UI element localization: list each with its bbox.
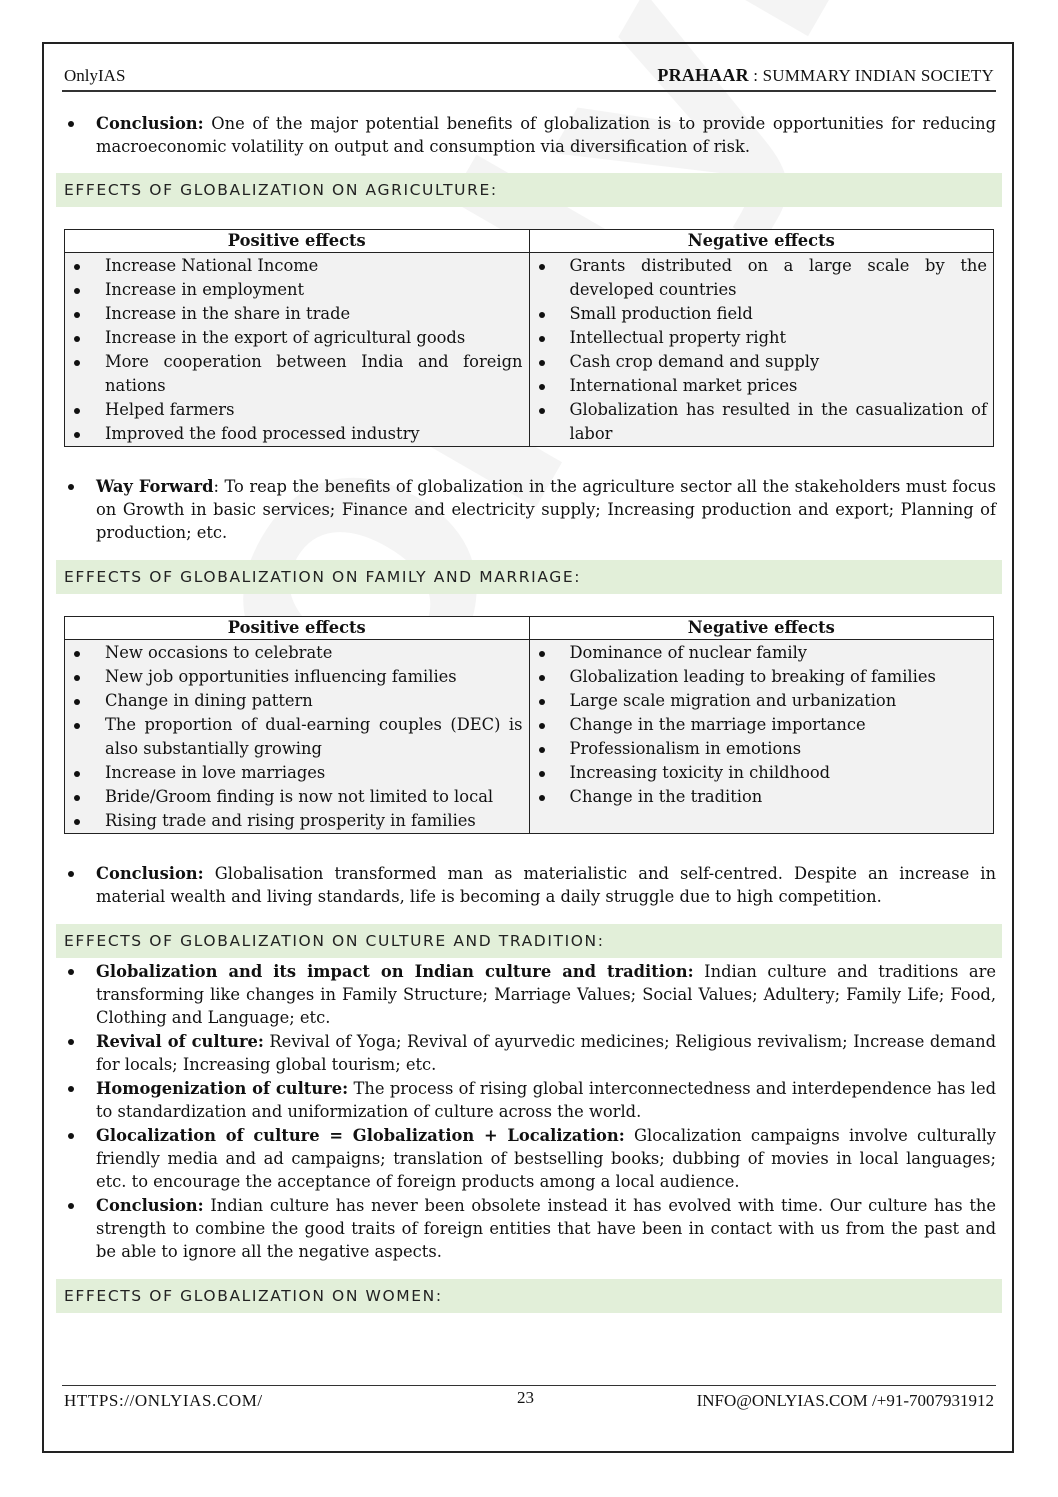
header-title <box>657 65 994 86</box>
list-item: Globalization leading to breaking of families <box>530 665 988 689</box>
list-item <box>62 1030 996 1076</box>
item-text: Glocalization campaigns involve culturally friendly media and ad campaigns; translation of bestselling books; dubbing of movies in local languages; etc. to encourage the acceptance of foreign products among a local audience. <box>96 1126 996 1191</box>
list-item: Increase in the export of agricultural goods <box>65 326 523 350</box>
family-negative-cell <box>529 640 994 834</box>
family-conclusion-label: Conclusion: <box>96 864 204 883</box>
list-item: Globalization has resulted in the casualization of labor <box>530 398 988 446</box>
list-item: The proportion of dual-earning couples (DEC) is also substantially growing <box>65 713 523 761</box>
agriculture-effects-table <box>64 229 994 447</box>
list-item: Increase in employment <box>65 278 523 302</box>
family-conclusion <box>62 862 996 908</box>
list-item: Change in dining pattern <box>65 689 523 713</box>
footer-website-link[interactable]: HTTPS://ONLYIAS.COM/ <box>64 1391 263 1410</box>
header-title-rest: : SUMMARY INDIAN SOCIETY <box>748 66 994 85</box>
intro-conclusion <box>62 112 996 158</box>
page-number: 23 <box>517 1388 534 1407</box>
family-positive-cell <box>65 640 530 834</box>
list-item: Improved the food processed industry <box>65 422 523 446</box>
header-brand: OnlyIAS <box>64 66 126 85</box>
list-item: Dominance of nuclear family <box>530 641 988 665</box>
item-text: The process of rising global interconnectedness and interdependence has led to standardization and uniformization of culture across the world. <box>96 1079 996 1121</box>
section-agriculture-heading: EFFECTS OF GLOBALIZATION ON AGRICULTURE: <box>56 173 1002 207</box>
list-item: Increasing toxicity in childhood <box>530 761 988 785</box>
list-item <box>62 1194 996 1263</box>
list-item: Professionalism in emotions <box>530 737 988 761</box>
family-negative-header: Negative effects <box>529 617 994 640</box>
list-item: More cooperation between India and foreign nations <box>65 350 523 398</box>
section-culture-heading: EFFECTS OF GLOBALIZATION ON CULTURE AND TRADITION: <box>56 924 1002 958</box>
section-women-heading: EFFECTS OF GLOBALIZATION ON WOMEN: <box>56 1279 1002 1313</box>
item-label: Globalization and its impact on Indian culture and tradition: <box>96 962 694 981</box>
list-item: Intellectual property right <box>530 326 988 350</box>
intro-text: One of the major potential benefits of globalization is to provide opportunities for reducing macroeconomic volatility on output and consumption via diversification of risk. <box>96 114 996 156</box>
agri-positive-cell <box>65 253 530 447</box>
list-item: Increase in love marriages <box>65 761 523 785</box>
family-conclusion-text: Globalisation transformed man as materialistic and self-centred. Despite an increase in material wealth and living standards, life is becoming a daily struggle due to high competition. <box>96 864 996 906</box>
page-header <box>62 64 996 92</box>
family-positive-header: Positive effects <box>65 617 530 640</box>
list-item <box>62 960 996 1029</box>
page-content <box>62 112 996 1313</box>
header-title-bold: PRAHAAR <box>657 65 749 85</box>
list-item: Large scale migration and urbanization <box>530 689 988 713</box>
agri-negative-header: Negative effects <box>529 230 994 253</box>
section-family-heading: EFFECTS OF GLOBALIZATION ON FAMILY AND MARRIAGE: <box>56 560 1002 594</box>
list-item: Cash crop demand and supply <box>530 350 988 374</box>
culture-list <box>62 960 996 1263</box>
item-label: Homogenization of culture: <box>96 1079 349 1098</box>
item-label: Conclusion: <box>96 1196 204 1215</box>
item-text: Revival of Yoga; Revival of ayurvedic medicines; Religious revivalism; Increase demand for locals; Increasing global tourism; etc. <box>96 1032 996 1074</box>
list-item <box>62 1124 996 1193</box>
agri-way-forward <box>62 475 996 544</box>
list-item: Bride/Groom finding is now not limited to local <box>65 785 523 809</box>
list-item: Change in the tradition <box>530 785 988 809</box>
way-forward-label: Way Forward <box>96 477 214 496</box>
list-item: Increase in the share in trade <box>65 302 523 326</box>
list-item: Increase National Income <box>65 254 523 278</box>
item-label: Revival of culture: <box>96 1032 264 1051</box>
list-item: International market prices <box>530 374 988 398</box>
list-item: Small production field <box>530 302 988 326</box>
way-forward-text: : To reap the benefits of globalization in the agriculture sector all the stakeholders must focus on Growth in basic services; Finance and electricity supply; Increasing production and export; Planning of production; etc. <box>96 477 996 542</box>
family-effects-table <box>64 616 994 834</box>
list-item: Helped farmers <box>65 398 523 422</box>
intro-label: Conclusion: <box>96 114 204 133</box>
list-item: Change in the marriage importance <box>530 713 988 737</box>
footer-contact: INFO@ONLYIAS.COM /+91-7007931912 <box>696 1391 994 1410</box>
item-text: Indian culture has never been obsolete instead it has evolved with time. Our culture has the strength to combine the good traits of foreign entities that have been in contact with us from the past and be able to ignore all the negative aspects. <box>96 1196 996 1261</box>
agri-positive-header: Positive effects <box>65 230 530 253</box>
list-item: Rising trade and rising prosperity in families <box>65 809 523 833</box>
page-footer <box>62 1385 996 1426</box>
item-label: Glocalization of culture = Globalization + Localization: <box>96 1126 625 1145</box>
list-item: Grants distributed on a large scale by the developed countries <box>530 254 988 302</box>
item-text: Indian culture and traditions are transforming like changes in Family Structure; Marriage Values; Social Values; Adultery; Family Life; Food, Clothing and Language; etc. <box>96 962 996 1027</box>
list-item: New job opportunities influencing families <box>65 665 523 689</box>
agri-negative-cell <box>529 253 994 447</box>
list-item <box>62 1077 996 1123</box>
list-item: New occasions to celebrate <box>65 641 523 665</box>
